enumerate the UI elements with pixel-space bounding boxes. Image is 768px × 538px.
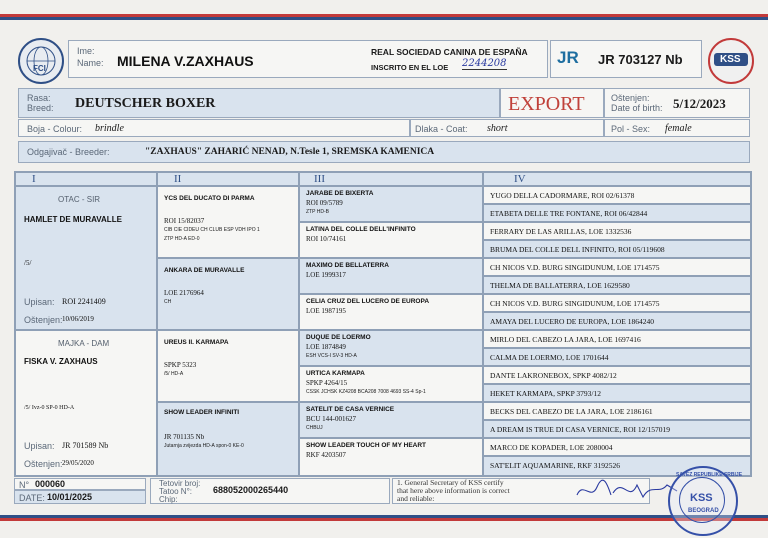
- column-header-3: [299, 172, 483, 186]
- jr-prefix: JR: [557, 48, 579, 67]
- gen4-entry: DANTE LAKRONEBOX, SPKP 4082/12: [490, 371, 617, 380]
- gen3-reg: LOE 1874849: [306, 343, 346, 351]
- gen4-entry: CH NICOS V.D. BURG SINGIDUNUM, LOE 1714575: [490, 299, 660, 308]
- cert-line-3: and reliable:: [397, 494, 435, 503]
- gen3-extra: CSSK JCHSK KZ4208 BCA208 7008 4693 SS-4 Sp-1: [306, 389, 426, 395]
- rasa-label: Rasa:: [27, 93, 51, 103]
- gen3-name: CELIA CRUZ DEL LUCERO DE EUROPA: [306, 298, 430, 305]
- bottom-stripe-red: [0, 518, 768, 521]
- gen4-entry: HEKET KARMAPA, SPKP 3793/12: [490, 389, 601, 398]
- column-header-label: III: [314, 173, 325, 185]
- stamp-top-text: SAVEZ REPUBLIKE SRBIJE: [676, 472, 743, 478]
- gen4-entry: ETABETA DELLE TRE FONTANE, ROI 06/42844: [490, 209, 648, 218]
- pedigree-grid: [14, 171, 752, 477]
- gen3-cell-5: [299, 330, 483, 366]
- gen2-name: ANKARA DE MURAVALLE: [164, 267, 245, 274]
- gen4-entry: BRUMA DEL COLLE DELL INFINITO, ROI 05/119608: [490, 245, 665, 254]
- gen4-entry: CALMA DE LOERMO, LOE 1701644: [490, 353, 609, 362]
- gen3-name: SHOW LEADER TOUCH OF MY HEART: [306, 442, 427, 449]
- gen2-cell-2: [157, 258, 299, 330]
- gen2-reg: SPKP 5323: [164, 361, 197, 369]
- gen3-name: LATINA DEL COLLE DELL'INFINITO: [306, 226, 416, 233]
- date-value: 10/01/2025: [47, 492, 93, 502]
- sire-reg: ROI 2241409: [62, 297, 106, 306]
- gen3-name: URTICA KARMAPA: [306, 370, 365, 377]
- gen4-cell-5: [483, 258, 751, 276]
- stamp-bottom-text: BEOGRAD: [688, 508, 719, 514]
- kss-logo: [708, 38, 754, 84]
- sire-dob-label: Oštenjen:: [24, 315, 63, 325]
- dam-note: /5/ Ivz-0 SP-0 HD-A: [24, 405, 75, 411]
- gen4-cell-13: [483, 402, 751, 420]
- dob-label-en: Date of birth:: [611, 103, 663, 113]
- gen4-entry: MIRLO DEL CABEZO LA JARA, LOE 1697416: [490, 335, 641, 344]
- gen4-cell-2: [483, 204, 751, 222]
- sire-cell: [15, 186, 157, 330]
- dob-box: [604, 88, 750, 118]
- breeder-label: Odgajivač - Breeder:: [27, 147, 110, 157]
- chip-label: Chip:: [159, 495, 178, 504]
- gen3-name: MAXIMO DE BELLATERRA: [306, 262, 389, 269]
- sire-dob: 10/06/2019: [62, 315, 94, 323]
- column-header-label: II: [174, 173, 182, 185]
- loe-handwritten-number: 2244208: [462, 58, 507, 69]
- gen2-name: UREUS II. KARMAPA: [164, 339, 229, 346]
- breeder-box: [18, 141, 750, 163]
- fci-logo: [18, 38, 64, 84]
- sex-value: female: [665, 123, 692, 134]
- ime-label: Ime:: [77, 46, 95, 56]
- number-value: 000060: [35, 479, 66, 489]
- certification-box: [392, 478, 650, 504]
- gen4-entry: THELMA DE BALLATERRA, LOE 1629580: [490, 281, 630, 290]
- gen4-cell-1: [483, 186, 751, 204]
- gen2-titles: CIB CIE CIDEU CH CLUB ESP VDH IPO 1: [164, 227, 260, 233]
- name-label: Name:: [77, 58, 104, 68]
- gen4-cell-8: [483, 312, 751, 330]
- gen4-entry: SAT'ELIT AQUAMARINE, RKF 3192526: [490, 461, 620, 470]
- gen4-cell-14: [483, 420, 751, 438]
- column-header-2: [157, 172, 299, 186]
- gen2-cell-4: [157, 402, 299, 476]
- gen3-cell-2: [299, 222, 483, 258]
- gen3-reg: SPKP 4264/15: [306, 379, 348, 387]
- coat-value: short: [487, 123, 508, 134]
- gen3-cell-4: [299, 294, 483, 330]
- breed-value: DEUTSCHER BOXER: [75, 96, 216, 111]
- gen3-reg: BCU 144-001627: [306, 415, 356, 423]
- gen2-name: SHOW LEADER INFINITI: [164, 409, 240, 416]
- dam-upisan-label: Upisan:: [24, 441, 55, 451]
- gen3-cell-8: [299, 438, 483, 476]
- cert-line-1: 1. General Secretary of KSS certify: [397, 478, 504, 487]
- top-stripe-blue: [0, 17, 768, 20]
- loe-inscribed-label: INSCRITO EN EL LOE: [371, 63, 449, 72]
- gen2-cell-1: [157, 186, 299, 258]
- tattoo-label-sr: Tetovir broj:: [159, 479, 201, 488]
- gen3-reg: LOE 1987195: [306, 307, 346, 315]
- sire-role: OTAC - SIR: [58, 195, 101, 204]
- column-header-1: [15, 172, 157, 186]
- gen4-entry: AMAYA DEL LUCERO DE EUROPA, LOE 1864240: [490, 317, 654, 326]
- gen3-extra: ESH VCS-I SV-3 HD-A: [306, 353, 357, 359]
- society-name: REAL SOCIEDAD CANINA DE ESPAÑA: [371, 47, 528, 57]
- column-header-label: IV: [514, 173, 526, 185]
- stamp-center-text: KSS: [690, 492, 713, 504]
- gen2-health: ZTP HD-A ED-0: [164, 236, 200, 242]
- dam-dob: 29/05/2020: [62, 459, 94, 467]
- gen4-entry: MARCO DE KOPADER, LOE 2080004: [490, 443, 613, 452]
- registration-number: JR 703127 Nb: [598, 52, 683, 67]
- sex-label: Pol - Sex:: [611, 124, 651, 134]
- kss-stamp: [668, 466, 743, 536]
- gen3-name: SATELIT DE CASA VERNICE: [306, 406, 395, 413]
- column-header-label: I: [32, 173, 36, 185]
- kss-logo-text: KSS: [720, 54, 741, 65]
- coat-label: Dlaka - Coat:: [415, 124, 468, 134]
- export-box: [500, 88, 604, 118]
- tattoo-label-en: Tatoo N°:: [159, 487, 192, 496]
- gen4-entry: BECKS DEL CABEZO DE LA JARA, LOE 2186161: [490, 407, 653, 416]
- sex-box: [604, 119, 750, 137]
- tattoo-chip-box: [150, 478, 390, 504]
- dam-reg: JR 701589 Nb: [62, 441, 109, 450]
- sire-note: /5/: [24, 259, 32, 267]
- column-header-4: [483, 172, 751, 186]
- number-box: [14, 478, 146, 490]
- breeder-value: "ZAXHAUS" ZAHARIĆ NENAD, N.Tesle 1, SREMSKA KAMENICA: [145, 147, 435, 157]
- gen4-cell-10: [483, 348, 751, 366]
- globe-icon: [20, 40, 62, 82]
- gen3-extra: CHBUJ: [306, 425, 323, 431]
- registration-number-box: [550, 40, 702, 78]
- dam-role: MAJKA - DAM: [58, 339, 110, 348]
- sire-upisan-label: Upisan:: [24, 297, 55, 307]
- breed-box: [18, 88, 500, 118]
- gen4-entry: CH NICOS V.D. BURG SINGIDUNUM, LOE 1714575: [490, 263, 660, 272]
- gen3-name: JARABE DE BIXERTA: [306, 190, 374, 197]
- gen3-extra: ZTP HD-B: [306, 209, 329, 215]
- breed-label: Breed:: [27, 103, 54, 113]
- colour-box: [18, 119, 410, 137]
- gen2-reg: JR 701135 Nb: [164, 433, 205, 441]
- fci-logo-text: FCI: [33, 64, 46, 73]
- colour-label: Boja - Colour:: [27, 124, 83, 134]
- date-box: [14, 490, 146, 504]
- gen3-cell-3: [299, 258, 483, 294]
- dam-name: FISKA V. ZAXHAUS: [24, 357, 98, 366]
- gen2-titles: /5/ HD-A: [164, 371, 184, 377]
- gen3-reg: ROI 09/5789: [306, 199, 343, 207]
- gen4-cell-9: [483, 330, 751, 348]
- gen4-entry: YUGO DELLA CADORMARE, ROI 02/61378: [490, 191, 635, 200]
- dam-dob-label: Oštenjen:: [24, 459, 63, 469]
- gen4-cell-11: [483, 366, 751, 384]
- gen2-titles: Jutarnja zvijezda HD-A spon-0 KE-0: [164, 443, 244, 449]
- gen4-cell-6: [483, 276, 751, 294]
- name-box: [68, 40, 548, 78]
- sire-name: HAMLET DE MURAVALLE: [24, 215, 122, 224]
- gen4-cell-15: [483, 438, 751, 456]
- dob-label-sr: Oštenjen:: [611, 93, 650, 103]
- dam-cell: [15, 330, 157, 476]
- gen2-reg: ROI 15/82037: [164, 217, 205, 225]
- export-stamp: EXPORT: [508, 93, 585, 115]
- gen3-reg: LOE 1999317: [306, 271, 346, 279]
- dog-name: MILENA V.ZAXHAUS: [117, 53, 254, 69]
- gen4-cell-7: [483, 294, 751, 312]
- gen3-cell-7: [299, 402, 483, 438]
- gen2-cell-3: [157, 330, 299, 402]
- number-label: N°: [19, 480, 30, 490]
- colour-value: brindle: [95, 123, 124, 134]
- gen4-cell-12: [483, 384, 751, 402]
- gen2-titles: CH: [164, 299, 172, 305]
- gen4-cell-3: [483, 222, 751, 240]
- gen4-entry: FERRARY DE LAS ARILLAS, LOE 1332536: [490, 227, 632, 236]
- gen4-cell-4: [483, 240, 751, 258]
- gen3-cell-1: [299, 186, 483, 222]
- dob-value: 5/12/2023: [673, 96, 726, 111]
- gen3-reg: RKF 4203507: [306, 451, 346, 459]
- gen2-reg: LOE 2176964: [164, 289, 204, 297]
- chip-value: 688052000265440: [213, 485, 289, 495]
- gen3-reg: ROI 10/74161: [306, 235, 347, 243]
- date-label: DATE:: [19, 493, 45, 503]
- coat-box: [410, 119, 604, 137]
- gen2-name: YCS DEL DUCATO DI PARMA: [164, 195, 255, 202]
- signature: [573, 473, 683, 507]
- gen3-cell-6: [299, 366, 483, 402]
- gen4-entry: A DREAM IS TRUE DI CASA VERNICE, ROI 12/157019: [490, 425, 670, 434]
- gen3-name: DUQUE DE LOERMO: [306, 334, 371, 341]
- cert-line-2: that here above information is correct: [397, 486, 510, 495]
